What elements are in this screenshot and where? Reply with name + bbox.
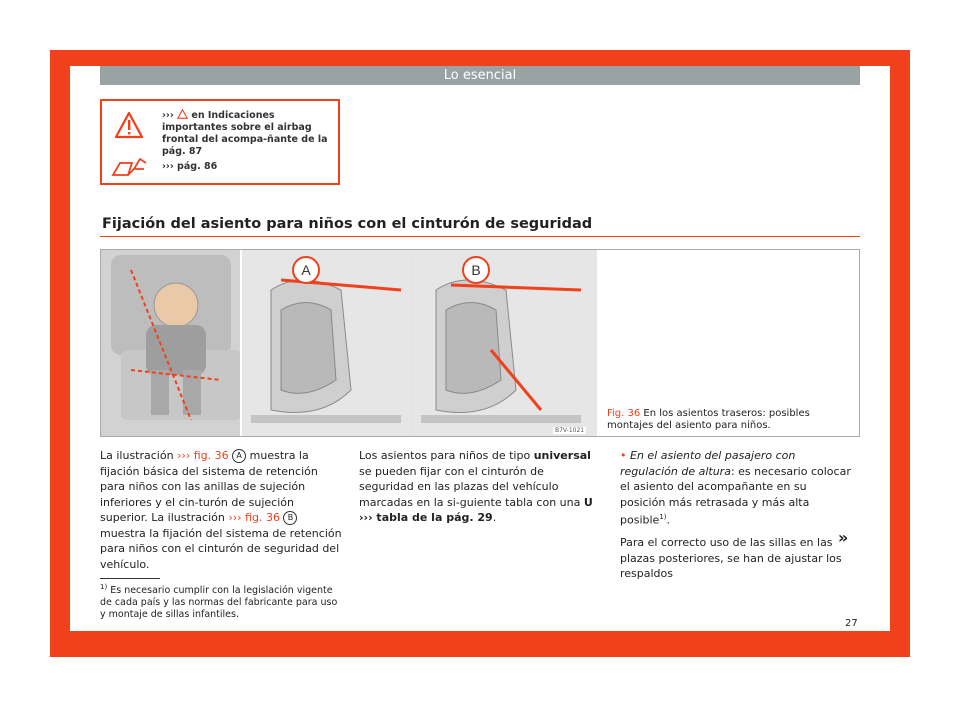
continue-arrow: » bbox=[838, 528, 849, 547]
warning-page-ref: ››› pág. 86 bbox=[162, 161, 218, 172]
warning-text: ››› en Indicaciones importantes sobre el airbag frontal del acompa-ñante de la pág. 87 bbox=[162, 110, 328, 157]
paragraph: Para el correcto uso de las sillas en las plazas posteriores, se han de ajustar los respaldos bbox=[620, 536, 842, 581]
figure-caption bbox=[607, 408, 857, 432]
figure-caption-text: En los asientos traseros: posibles montajes del asiento para niños. bbox=[607, 408, 810, 431]
section-rule bbox=[100, 236, 860, 237]
fig-ref-link[interactable]: ››› fig. 36 bbox=[177, 449, 229, 462]
figure-code: B7V-1021 bbox=[555, 427, 585, 434]
page-header: Lo esencial bbox=[100, 66, 860, 85]
column-2: Los asientos para niños de tipo universal se pueden fijar con el cinturón de seguridad en las plazas del vehículo marcadas en la si-guiente tabla con una U ››› tabla de la pág. 29. bbox=[359, 449, 593, 524]
marker-b-inline: B bbox=[283, 511, 297, 525]
marker-b: B bbox=[471, 262, 481, 278]
page-number: 27 bbox=[845, 618, 858, 629]
footnote: $^{1)}$ Es necesario cumplir con la legislación vigente de cada país y las normas del fabricante para uso y montaje de sillas infantiles. bbox=[100, 583, 338, 621]
column-1: La ilustración ››› fig. 36 A muestra la fijación básica del sistema de retención para niños con las anillas de sujeción inferiores y el cin-turón de sujeción superior. La ilustración ››› fig. 36 B muestra la fijación del sistema de retención para niños con el cinturón de seguridad del vehículo. bbox=[100, 449, 342, 571]
marker-a-inline: A bbox=[232, 449, 246, 463]
book-hand-icon bbox=[110, 155, 148, 179]
table-ref-link[interactable]: U ››› tabla de la pág. 29 bbox=[359, 495, 593, 524]
section-title: Fijación del asiento para niños con el cinturón de seguridad bbox=[102, 216, 593, 232]
column-3 bbox=[620, 448, 855, 582]
warning-triangle-icon bbox=[114, 111, 144, 139]
small-warning-icon bbox=[177, 109, 188, 119]
bullet-paragraph: • En el asiento del pasajero con regulación de altura: es necesario colocar el asiento del acompañante en su posición más retrasada y más alta posible$^{1)}$. bbox=[620, 449, 851, 527]
child-seat-illustration bbox=[101, 250, 597, 436]
marker-a: A bbox=[301, 262, 311, 278]
footnote-rule bbox=[100, 578, 160, 579]
warning-box bbox=[100, 99, 340, 185]
fig-ref-link[interactable]: ››› fig. 36 bbox=[228, 511, 280, 524]
figure-illustration bbox=[101, 250, 597, 436]
figure-label: Fig. 36 bbox=[607, 408, 641, 419]
